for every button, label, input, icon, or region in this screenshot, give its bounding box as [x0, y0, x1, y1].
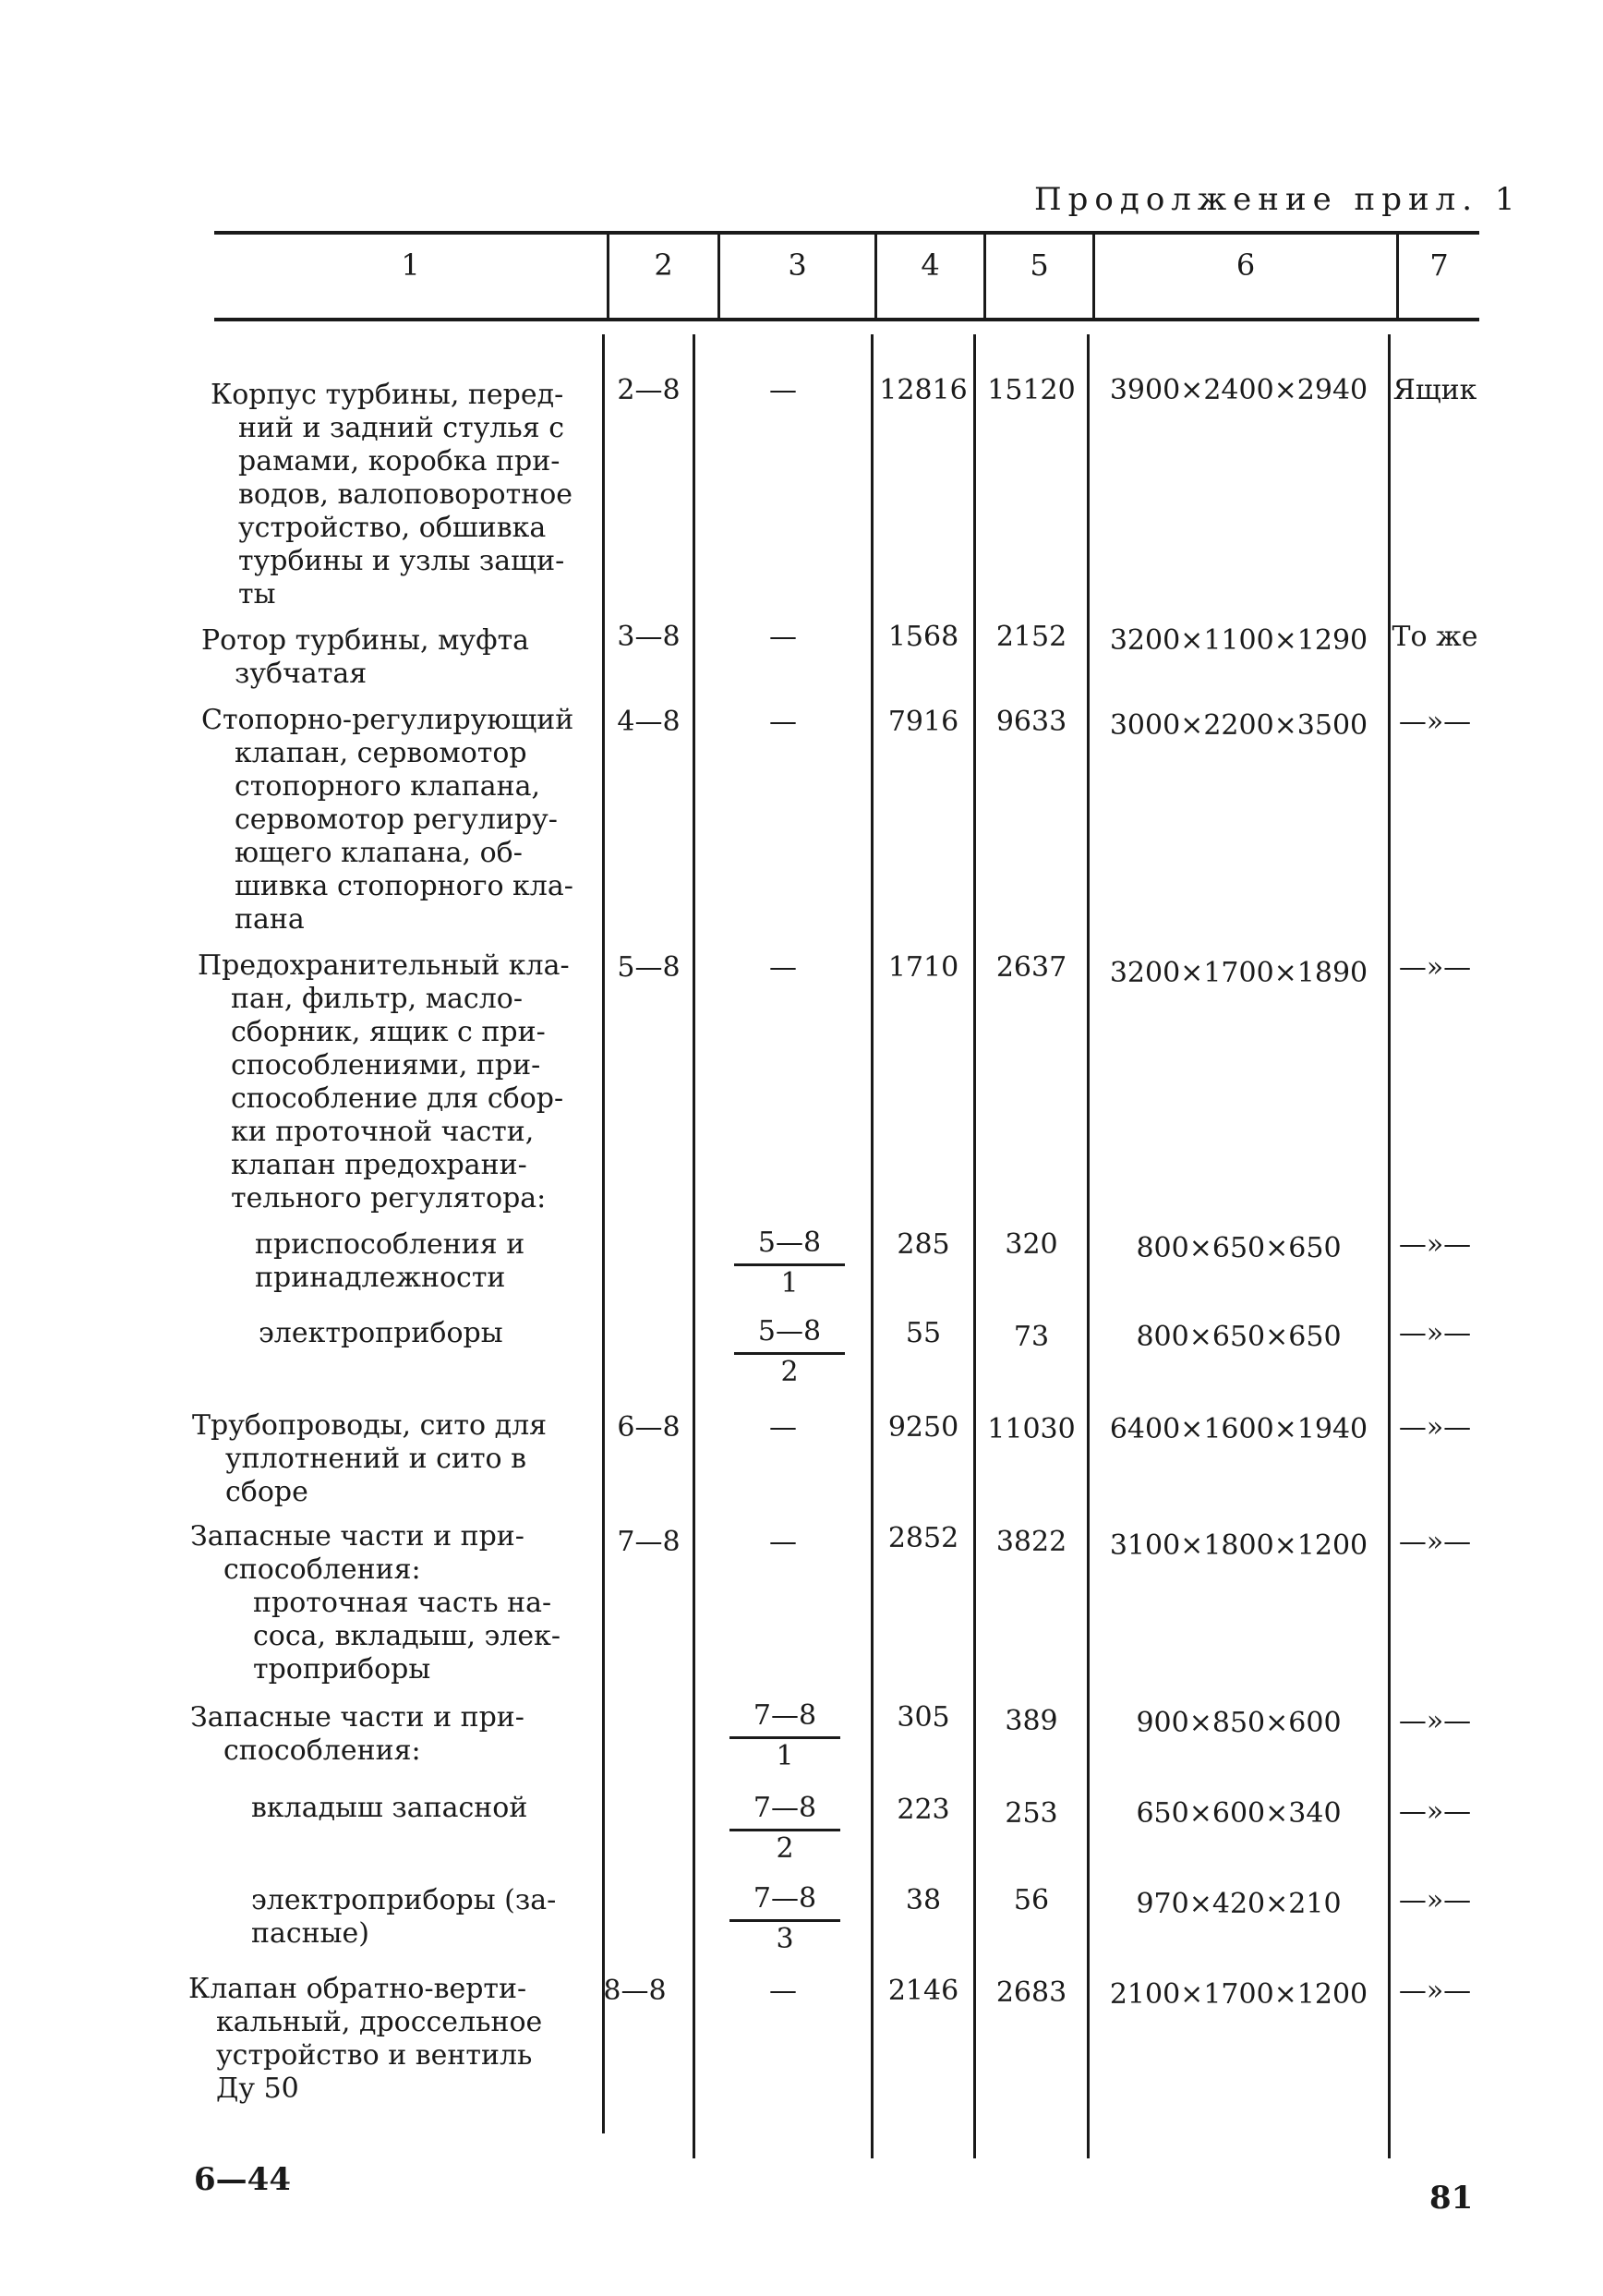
cell-col6: 6400×1600×1940	[1109, 1413, 1368, 1445]
cell-col2: 5—8	[617, 951, 681, 984]
row-description	[211, 379, 602, 611]
desc-line: ки проточной части,	[231, 1116, 535, 1148]
cell-col7: —»—	[1398, 706, 1472, 738]
desc-line: сборе	[225, 1476, 308, 1508]
desc-line: водов, валоповоротное	[238, 478, 573, 511]
cell-col4: 2852	[887, 1522, 959, 1554]
desc-line: шивка стопорного кла-	[235, 870, 573, 902]
row-description	[198, 949, 602, 1215]
fraction-cell	[729, 1882, 840, 1957]
cell-col7: —»—	[1398, 1975, 1472, 2007]
desc-line: принадлежности	[255, 1262, 506, 1294]
cell-col7: Ящик	[1392, 374, 1477, 406]
desc-line: стопорного клапана,	[235, 770, 541, 803]
cell-col7: —»—	[1398, 1526, 1472, 1558]
cell-col4: 2146	[887, 1975, 959, 2007]
desc-line: Ду 50	[216, 2072, 299, 2105]
fraction-numerator: 5—8	[734, 1227, 845, 1266]
cell-col5: 2637	[995, 951, 1067, 984]
table-top-rule	[214, 231, 1479, 235]
desc-line: пан, фильтр, масло-	[231, 983, 523, 1015]
desc-line: способление для сбор-	[231, 1082, 564, 1115]
cell-col4: 7916	[887, 706, 959, 738]
row-description	[251, 1792, 602, 1825]
cell-col4: 285	[897, 1228, 950, 1261]
desc-line: кальный, дроссельное	[216, 2006, 543, 2038]
desc-line: Запасные части и при-	[190, 1520, 524, 1553]
desc-line: проточная часть на-	[253, 1587, 552, 1619]
cell-col7: —»—	[1398, 1705, 1472, 1737]
desc-line: Предохранительный кла-	[198, 949, 570, 982]
desc-line: сборник, ящик с при-	[231, 1016, 546, 1048]
cell-col6: 3900×2400×2940	[1109, 374, 1368, 406]
cell-col6: 3100×1800×1200	[1109, 1529, 1368, 1562]
row-description	[190, 1701, 602, 1768]
col-divider	[693, 334, 695, 2158]
desc-line: зубчатая	[235, 658, 368, 690]
cell-col3: —	[769, 1526, 797, 1558]
cell-col4: 1568	[887, 621, 959, 653]
cell-col2: 8—8	[603, 1975, 667, 2007]
cell-col7: —»—	[1398, 1795, 1472, 1828]
desc-line: ний и задний стулья с	[238, 412, 564, 444]
col-header-4: 4	[921, 248, 940, 283]
continuation-label: Продолжение прил. 1	[1034, 181, 1522, 218]
cell-col4: 38	[905, 1884, 942, 1916]
cell-col6: 2100×1700×1200	[1109, 1978, 1368, 2011]
cell-col6: 800×650×650	[1136, 1321, 1342, 1353]
desc-line: способления:	[223, 1734, 421, 1767]
row-description	[192, 1409, 602, 1509]
col-header-5: 5	[1030, 248, 1049, 283]
desc-line: троприборы	[253, 1653, 431, 1686]
cell-col3: —	[769, 951, 797, 984]
desc-line: ты	[238, 578, 276, 610]
fraction-cell	[734, 1227, 845, 1301]
cell-col5: 389	[1005, 1705, 1058, 1737]
header-bottom-rule	[214, 318, 1479, 321]
cell-col3: —	[769, 1975, 797, 2007]
fraction-denominator: 1	[780, 1267, 799, 1299]
desc-line: Трубопроводы, сито для	[192, 1409, 548, 1442]
cell-col6: 650×600×340	[1136, 1797, 1342, 1830]
desc-line: пана	[235, 903, 305, 936]
desc-line: устройство, обшивка	[238, 512, 547, 544]
desc-line: устройство и вентиль	[216, 2039, 533, 2072]
cell-col7: —»—	[1398, 951, 1472, 984]
desc-line: пасные)	[251, 1917, 370, 1950]
desc-line: клапан, сервомотор	[235, 737, 527, 769]
fraction-numerator: 7—8	[729, 1792, 840, 1831]
cell-col5: 56	[1013, 1884, 1050, 1916]
row-description	[188, 1973, 602, 2106]
desc-line: турбины и узлы защи-	[238, 545, 565, 577]
desc-line: рамами, коробка при-	[238, 445, 560, 477]
desc-line: способлениями, при-	[231, 1049, 541, 1082]
cell-col5: 2683	[995, 1976, 1067, 2009]
row-description	[251, 1884, 602, 1951]
row-description	[201, 704, 602, 937]
col-divider	[602, 334, 605, 2133]
col-header-1: 1	[401, 248, 420, 283]
fraction-denominator: 2	[776, 1832, 794, 1865]
footer-code: 6—44	[194, 2161, 291, 2198]
cell-col2: 7—8	[617, 1526, 681, 1558]
fraction-denominator: 2	[780, 1356, 799, 1388]
col-header-7: 7	[1429, 248, 1449, 283]
cell-col6: 3200×1100×1290	[1109, 624, 1368, 657]
cell-col7: —»—	[1398, 1228, 1472, 1261]
fraction-cell	[729, 1792, 840, 1867]
desc-line: способления:	[223, 1553, 421, 1586]
cell-col3: —	[769, 374, 797, 406]
col-header-6: 6	[1235, 248, 1256, 283]
desc-line: приспособления и	[255, 1228, 525, 1261]
page-number: 81	[1429, 2180, 1474, 2217]
cell-col4: 223	[897, 1794, 950, 1826]
fraction-cell	[729, 1699, 840, 1774]
cell-col5: 320	[1005, 1228, 1058, 1261]
cell-col4: 9250	[887, 1411, 959, 1444]
fraction-cell	[734, 1315, 845, 1390]
desc-line: электроприборы	[259, 1317, 503, 1349]
cell-col4: 55	[905, 1317, 942, 1349]
fraction-numerator: 7—8	[729, 1699, 840, 1739]
cell-col3: —	[769, 1411, 797, 1444]
fraction-numerator: 5—8	[734, 1315, 845, 1355]
cell-col7: То же	[1392, 621, 1478, 653]
cell-col5: 2152	[995, 621, 1067, 653]
row-description	[255, 1228, 602, 1295]
desc-line: вкладыш запасной	[251, 1792, 528, 1824]
cell-col6: 800×650×650	[1136, 1232, 1342, 1264]
cell-col5: 253	[1005, 1797, 1058, 1830]
cell-col7: —»—	[1398, 1317, 1472, 1349]
cell-col4: 1710	[887, 951, 959, 984]
cell-col5: 9633	[995, 706, 1067, 738]
cell-col6: 3000×2200×3500	[1109, 709, 1368, 742]
cell-col5: 73	[1013, 1321, 1050, 1353]
desc-line: сервомотор регулиру-	[235, 804, 558, 836]
cell-col5: 11030	[987, 1413, 1076, 1445]
row-description	[259, 1317, 602, 1350]
cell-col7: —»—	[1398, 1884, 1472, 1916]
cell-col2: 3—8	[617, 621, 681, 653]
cell-col2: 4—8	[617, 706, 681, 738]
cell-col5: 3822	[995, 1526, 1067, 1558]
cell-col3: —	[769, 706, 797, 738]
row-description	[201, 624, 602, 691]
cell-col6: 970×420×210	[1136, 1888, 1342, 1920]
desc-line: Ротор турбины, муфта	[201, 624, 530, 657]
cell-col4: 305	[897, 1701, 950, 1734]
desc-line: Стопорно-регулирующий	[201, 704, 574, 736]
desc-line: клапан предохрани-	[231, 1149, 527, 1181]
desc-line: соса, вкладыш, элек-	[253, 1620, 561, 1652]
cell-col6: 3200×1700×1890	[1109, 957, 1368, 989]
fraction-numerator: 7—8	[729, 1882, 840, 1922]
desc-line: электроприборы (за-	[251, 1884, 557, 1916]
desc-line: Корпус турбины, перед-	[211, 379, 564, 411]
cell-col6: 900×850×600	[1136, 1707, 1342, 1739]
desc-line: Запасные части и при-	[190, 1701, 524, 1734]
col-header-2: 2	[654, 248, 673, 283]
fraction-denominator: 3	[776, 1923, 794, 1955]
row-description	[190, 1520, 602, 1686]
cell-col7: —»—	[1398, 1411, 1472, 1444]
cell-col4: 12816	[879, 374, 968, 406]
desc-line: уплотнений и сито в	[225, 1443, 527, 1475]
cell-col2: 2—8	[617, 374, 681, 406]
fraction-denominator: 1	[776, 1740, 794, 1772]
cell-col2: 6—8	[617, 1411, 681, 1444]
desc-line: тельного регулятора:	[231, 1182, 547, 1214]
col-header-3: 3	[788, 248, 807, 283]
desc-line: ющего клапана, об-	[235, 837, 523, 869]
cell-col3: —	[769, 621, 797, 653]
cell-col5: 15120	[987, 374, 1076, 406]
desc-line: Клапан обратно-верти-	[188, 1973, 527, 2005]
